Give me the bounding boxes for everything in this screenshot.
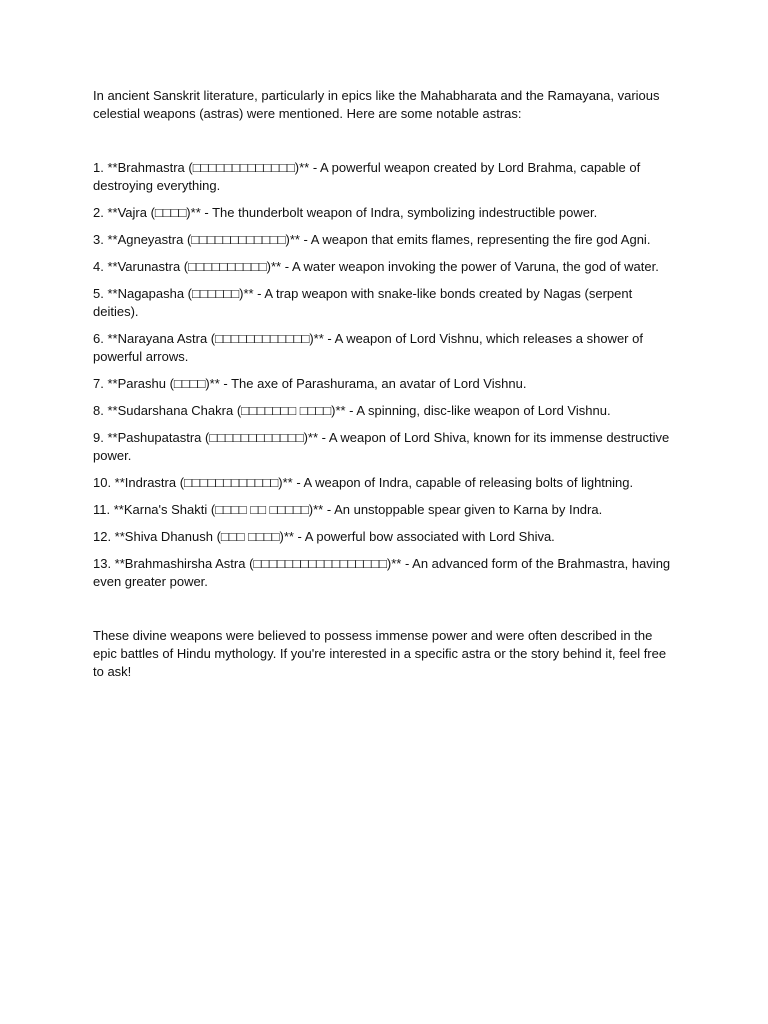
astra-item-8: 8. **Sudarshana Chakra (□□□□□□□ □□□□)** - A spinning, disc-like weapon of Lord Vishnu. (93, 403, 611, 418)
astra-item-2: 2. **Vajra (□□□□)** - The thunderbolt weapon of Indra, symbolizing indestructible power. (93, 205, 598, 220)
astra-item-10: 10. **Indrastra (□□□□□□□□□□□□)** - A weapon of Indra, capable of releasing bolts of lightning. (93, 475, 634, 490)
astra-list (93, 159, 673, 591)
astra-item-4: 4. **Varunastra (□□□□□□□□□□)** - A water weapon invoking the power of Varuna, the god of water. (93, 259, 659, 274)
astra-item-13: 13. **Brahmashirsha Astra (□□□□□□□□□□□□□□□□□)** - An advanced form of the Brahmastra, having even greater power. (93, 556, 671, 589)
astra-item-3: 3. **Agneyastra (□□□□□□□□□□□□)** - A weapon that emits flames, representing the fire god Agni. (93, 232, 651, 247)
astra-item-12: 12. **Shiva Dhanush (□□□ □□□□)** - A powerful bow associated with Lord Shiva. (93, 529, 555, 544)
astra-item-5: 5. **Nagapasha (□□□□□□)** - A trap weapon with snake-like bonds created by Nagas (serpent deities). (93, 286, 633, 319)
intro-paragraph: In ancient Sanskrit literature, particularly in epics like the Mahabharata and the Ramayana, various celestial weapons (astras) were mentioned. Here are some notable astras: (93, 88, 660, 121)
astra-item-6: 6. **Narayana Astra (□□□□□□□□□□□□)** - A weapon of Lord Vishnu, which releases a shower of powerful arrows. (93, 331, 643, 364)
outro-paragraph: These divine weapons were believed to possess immense power and were often described in the epic battles of Hindu mythology. If you're interested in a specific astra or the story behind it, feel free to ask! (93, 628, 667, 679)
astra-item-7: 7. **Parashu (□□□□)** - The axe of Parashurama, an avatar of Lord Vishnu. (93, 376, 527, 391)
astra-item-11: 11. **Karna's Shakti (□□□□ □□ □□□□□)** - An unstoppable spear given to Karna by Indra. (93, 502, 603, 517)
astra-item-9: 9. **Pashupatastra (□□□□□□□□□□□□)** - A weapon of Lord Shiva, known for its immense destructive power. (93, 430, 670, 463)
document-body (93, 87, 673, 681)
astra-item-1: 1. **Brahmastra (□□□□□□□□□□□□□)** - A powerful weapon created by Lord Brahma, capable of destroying everything. (93, 160, 641, 193)
